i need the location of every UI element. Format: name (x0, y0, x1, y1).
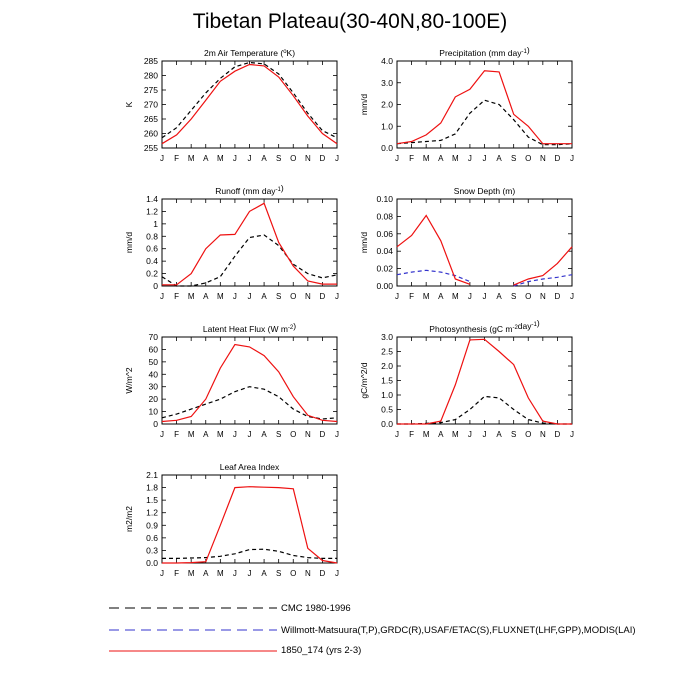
2m-air-temperature-ytick-label: 255 (143, 143, 158, 153)
precipitation-month-label: F (409, 154, 415, 163)
snow-depth-ylabel: mm/d (359, 231, 369, 254)
runoff-month-label: M (187, 292, 195, 301)
runoff-month-label: J (232, 292, 237, 301)
2m-air-temperature-month-label: O (290, 154, 297, 163)
2m-air-temperature-month-label: J (160, 154, 164, 163)
leaf-area-index-title: Leaf Area Index (219, 462, 280, 472)
photosynthesis-panel (359, 318, 574, 439)
latent-heat-flux-month-label: F (174, 430, 180, 439)
latent-heat-flux-month-label: S (275, 430, 282, 439)
runoff-ytick-label: 0.4 (146, 256, 158, 267)
runoff-series-model-line (162, 203, 337, 284)
runoff-month-label: J (335, 292, 339, 301)
snow-depth-month-label: N (539, 292, 546, 301)
photosynthesis-month-label: F (409, 430, 415, 439)
latent-heat-flux-ytick-label: 40 (148, 369, 158, 380)
precipitation-month-label: N (539, 154, 546, 163)
photosynthesis-month-label: N (539, 430, 546, 439)
2m-air-temperature-title: 2m Air Temperature ($^o$K) (203, 48, 296, 58)
snow-depth-ytick-label: 0.10 (376, 194, 393, 204)
2m-air-temperature-ytick-label: 260 (143, 128, 158, 139)
photosynthesis-month-label: D (554, 430, 561, 439)
snow-depth-series-model-line (397, 216, 470, 285)
leaf-area-index-month-label: F (174, 569, 180, 578)
latent-heat-flux-month-label: N (304, 430, 311, 439)
leaf-area-index-month-label: J (232, 569, 237, 578)
2m-air-temperature-plot-frame (162, 61, 337, 148)
runoff-month-label: F (174, 292, 180, 301)
page-title: Tibetan Plateau(30-40N,80-100E) (192, 10, 508, 33)
runoff-month-label: D (319, 292, 326, 301)
precipitation-month-label: M (422, 154, 430, 163)
leaf-area-index-plot-frame (162, 475, 337, 563)
2m-air-temperature-month-label: A (203, 154, 209, 163)
leaf-area-index-month-label: N (304, 569, 311, 578)
2m-air-temperature-ytick-label: 280 (143, 70, 158, 81)
precipitation-plot-frame (397, 61, 572, 148)
runoff-ylabel: mm/d (124, 231, 134, 254)
legend-label-obs: Willmott-Matsuura(T,P),GRDC(R),USAF/ETAC(S),FLUXNET(LHF,GPP),MODIS(LAI) (281, 625, 636, 636)
runoff-month-label: M (216, 292, 224, 301)
snow-depth-ytick-label: 0.06 (376, 228, 393, 239)
leaf-area-index-month-label: A (261, 569, 267, 578)
snow-depth-ytick-label: 0.04 (376, 246, 393, 257)
leaf-area-index-month-label: M (187, 569, 195, 578)
photosynthesis-month-label: S (510, 430, 517, 439)
precipitation-ylabel: mm/d (359, 93, 369, 116)
runoff-month-label: J (247, 292, 252, 301)
leaf-area-index-month-label: D (319, 569, 326, 578)
latent-heat-flux-month-label: J (232, 430, 237, 439)
2m-air-temperature-series-model-line (162, 65, 337, 144)
photosynthesis-ylabel: gC/m^2/d (359, 362, 369, 399)
2m-air-temperature-month-label: S (275, 154, 282, 163)
latent-heat-flux-ylabel: W/m^2 (124, 367, 134, 394)
photosynthesis-month-label: M (451, 430, 459, 439)
2m-air-temperature-ytick-label: 265 (143, 114, 158, 124)
leaf-area-index-month-label: A (203, 569, 209, 578)
latent-heat-flux-month-label: O (290, 430, 297, 439)
runoff-ytick-label: 0.8 (146, 231, 158, 242)
latent-heat-flux-month-label: A (261, 430, 267, 439)
snow-depth-month-label: J (482, 292, 487, 301)
runoff-title: Runoff (mm day$^{-1}$) (215, 183, 284, 196)
leaf-area-index-ytick-label: 0.6 (146, 532, 158, 543)
photosynthesis-ytick-label: 2.0 (381, 361, 393, 371)
2m-air-temperature-ylabel: K (124, 101, 134, 108)
precipitation-ytick-label: 0.0 (381, 143, 393, 153)
latent-heat-flux-plot-frame (162, 337, 337, 424)
runoff-ytick-label: 0.2 (146, 268, 158, 279)
precipitation-title: Precipitation (mm day$^{-1}$) (439, 45, 530, 58)
leaf-area-index-ytick-label: 0.9 (146, 520, 158, 531)
leaf-area-index-ylabel: m2/m2 (124, 506, 134, 532)
leaf-area-index-ytick-label: 2.1 (146, 470, 158, 480)
runoff-series-cmc-line (162, 235, 337, 286)
snow-depth-month-label: J (467, 292, 472, 301)
snow-depth-ytick-label: 0.02 (376, 263, 393, 274)
leaf-area-index-ytick-label: 0.0 (146, 558, 158, 568)
latent-heat-flux-ytick-label: 50 (148, 356, 158, 367)
photosynthesis-month-label: A (438, 430, 444, 439)
snow-depth-month-label: J (570, 292, 574, 301)
2m-air-temperature-ytick-label: 270 (143, 99, 158, 110)
2m-air-temperature-month-label: A (261, 154, 267, 163)
runoff-ytick-label: 1.4 (146, 194, 158, 204)
snow-depth-month-label: M (451, 292, 459, 301)
photosynthesis-ytick-label: 1.0 (381, 390, 393, 400)
2m-air-temperature-series-cmc-line (162, 63, 337, 138)
runoff-month-label: A (203, 292, 209, 301)
runoff-month-label: A (261, 292, 267, 301)
leaf-area-index-ytick-label: 1.8 (146, 482, 158, 493)
photosynthesis-ytick-label: 1.5 (381, 375, 393, 386)
leaf-area-index-ytick-label: 0.3 (146, 545, 158, 556)
2m-air-temperature-ytick-label: 275 (143, 85, 158, 95)
2m-air-temperature-month-label: N (304, 154, 311, 163)
precipitation-month-label: J (482, 154, 487, 163)
precipitation-panel (359, 45, 574, 163)
photosynthesis-month-label: M (422, 430, 430, 439)
precipitation-month-label: A (438, 154, 444, 163)
photosynthesis-month-label: J (482, 430, 487, 439)
snow-depth-panel (359, 186, 574, 301)
snow-depth-month-label: A (496, 292, 502, 301)
precipitation-ytick-label: 3.0 (381, 77, 393, 88)
snow-depth-ytick-label: 0.00 (376, 281, 393, 291)
runoff-month-label: O (290, 292, 297, 301)
2m-air-temperature-ytick-label: 285 (143, 56, 158, 66)
snow-depth-month-label: A (438, 292, 444, 301)
leaf-area-index-month-label: O (290, 569, 297, 578)
latent-heat-flux-month-label: J (160, 430, 164, 439)
latent-heat-flux-panel (124, 321, 339, 439)
snow-depth-month-label: O (525, 292, 532, 301)
runoff-month-label: N (304, 292, 311, 301)
2m-air-temperature-month-label: M (187, 154, 195, 163)
photosynthesis-month-label: O (525, 430, 532, 439)
precipitation-ytick-label: 1.0 (381, 121, 393, 132)
leaf-area-index-panel (124, 462, 339, 578)
runoff-ytick-label: 1.2 (146, 206, 158, 217)
leaf-area-index-month-label: J (160, 569, 164, 578)
photosynthesis-ytick-label: 3.0 (381, 332, 393, 342)
photosynthesis-plot-frame (397, 337, 572, 424)
latent-heat-flux-ytick-label: 60 (148, 344, 158, 355)
2m-air-temperature-month-label: J (335, 154, 339, 163)
latent-heat-flux-month-label: J (247, 430, 252, 439)
snow-depth-month-label: F (409, 292, 415, 301)
runoff-ytick-label: 0 (153, 281, 158, 291)
snow-depth-month-label: S (510, 292, 517, 301)
leaf-area-index-ytick-label: 1.2 (146, 507, 158, 518)
2m-air-temperature-month-label: F (174, 154, 180, 163)
precipitation-ytick-label: 4.0 (381, 56, 393, 66)
legend (109, 608, 277, 651)
precipitation-month-label: S (510, 154, 517, 163)
precipitation-series-cmc-line (397, 100, 572, 145)
runoff-panel (124, 183, 339, 301)
runoff-month-label: J (160, 292, 164, 301)
runoff-ytick-label: 0.6 (146, 243, 158, 254)
latent-heat-flux-ytick-label: 10 (148, 406, 158, 417)
precipitation-month-label: A (496, 154, 502, 163)
latent-heat-flux-series-cmc-line (162, 387, 337, 419)
latent-heat-flux-ytick-label: 70 (148, 332, 158, 342)
photosynthesis-series-model-line (397, 339, 572, 424)
precipitation-month-label: M (451, 154, 459, 163)
latent-heat-flux-month-label: J (335, 430, 339, 439)
photosynthesis-month-label: A (496, 430, 502, 439)
leaf-area-index-month-label: J (335, 569, 339, 578)
latent-heat-flux-ytick-label: 0 (153, 419, 158, 429)
latent-heat-flux-month-label: M (187, 430, 195, 439)
precipitation-month-label: J (467, 154, 472, 163)
precipitation-month-label: J (395, 154, 399, 163)
snow-depth-month-label: M (422, 292, 430, 301)
precipitation-ytick-label: 2.0 (381, 99, 393, 110)
latent-heat-flux-series-model-line (162, 345, 337, 422)
2m-air-temperature-month-label: J (232, 154, 237, 163)
photosynthesis-ytick-label: 0.5 (381, 404, 393, 415)
precipitation-month-label: O (525, 154, 532, 163)
photosynthesis-month-label: J (395, 430, 399, 439)
latent-heat-flux-title: Latent Heat Flux (W $m^{-2}$) (202, 321, 297, 334)
legend-label-cmc: CMC 1980-1996 (281, 603, 351, 614)
latent-heat-flux-ytick-label: 20 (148, 394, 158, 405)
latent-heat-flux-month-label: M (216, 430, 224, 439)
2m-air-temperature-panel (124, 48, 339, 163)
leaf-area-index-month-label: J (247, 569, 252, 578)
photosynthesis-ytick-label: 2.5 (381, 346, 393, 357)
latent-heat-flux-month-label: A (203, 430, 209, 439)
snow-depth-month-label: J (395, 292, 399, 301)
photosynthesis-series-cmc-line (397, 396, 572, 424)
leaf-area-index-month-label: M (216, 569, 224, 578)
photosynthesis-month-label: J (570, 430, 574, 439)
leaf-area-index-series-model-line (162, 487, 337, 563)
photosynthesis-month-label: J (467, 430, 472, 439)
leaf-area-index-ytick-label: 1.5 (146, 495, 158, 506)
snow-depth-title: Snow Depth (m) (453, 186, 516, 196)
runoff-month-label: S (275, 292, 282, 301)
photosynthesis-title: Photosynthesis (gC $m^{-2}day^{-1}$) (429, 318, 540, 334)
2m-air-temperature-month-label: D (319, 154, 326, 163)
legend-label-model: 1850_174 (yrs 2-3) (281, 645, 362, 656)
2m-air-temperature-month-label: M (216, 154, 224, 163)
precipitation-series-model-line (397, 71, 572, 144)
precipitation-month-label: J (570, 154, 574, 163)
snow-depth-month-label: D (554, 292, 561, 301)
latent-heat-flux-ytick-label: 30 (148, 381, 158, 392)
runoff-ytick-label: 1 (153, 218, 158, 229)
2m-air-temperature-month-label: J (247, 154, 252, 163)
snow-depth-ytick-label: 0.08 (376, 211, 393, 222)
latent-heat-flux-month-label: D (319, 430, 326, 439)
precipitation-month-label: D (554, 154, 561, 163)
photosynthesis-ytick-label: 0.0 (381, 419, 393, 429)
leaf-area-index-month-label: S (275, 569, 282, 578)
